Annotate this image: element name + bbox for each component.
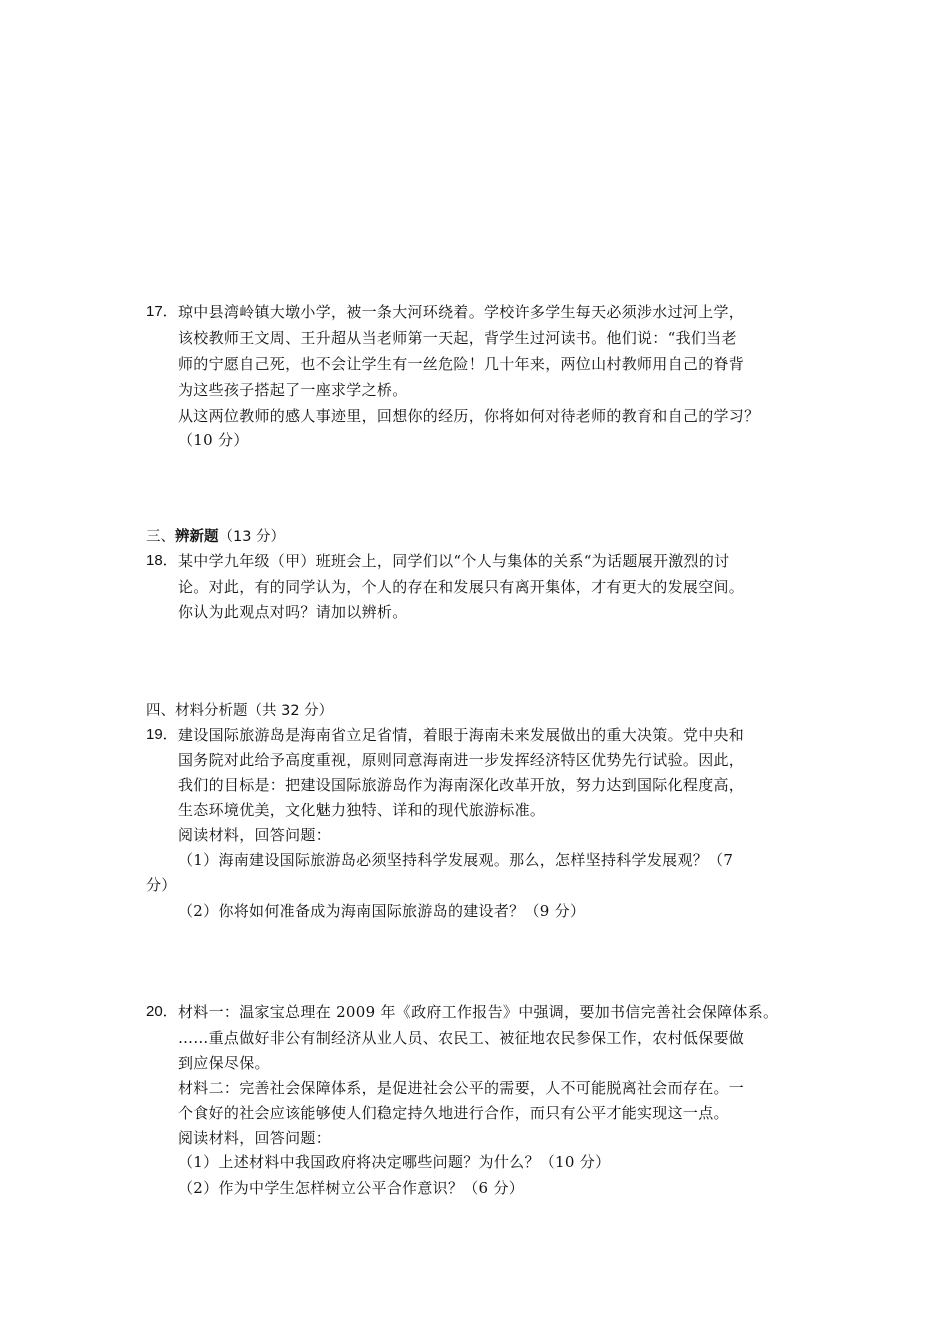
sub-question-1: （1）海南建设国际旅游岛必须坚持科学发展观。那么，怎样坚持科学发展观？（7 <box>178 851 734 869</box>
question-text-line: 师的宁愿自己死，也不会让学生有一丝危险！几十年来，两位山村教师用自己的脊背 <box>178 355 745 373</box>
question-text-line: 某中学九年级（甲）班班会上，同学们以“个人与集体的关系“为话题展开激烈的讨 <box>178 552 730 570</box>
question-text-line: 材料二：完善社会保障体系，是促进社会公平的需要，人不可能脱离社会而存在。一 <box>178 1079 745 1097</box>
question-text-line: 为这些孩子搭起了一座求学之桥。 <box>178 381 408 399</box>
question-text-line: 阅读材料，回答问题： <box>178 826 332 844</box>
sub-question-1-continued: 分） <box>146 876 177 894</box>
question-text-line: 国务院对此给予高度重视，原则同意海南进一步发挥经济特区优势先行试验。因此， <box>178 751 745 769</box>
question-text-line: 生态环境优美，文化魅力独特、详和的现代旅游标准。 <box>178 801 546 819</box>
question-text-line: 从这两位教师的感人事迹里，回想你的经历，你将如何对待老师的教育和自己的学习？ <box>178 407 760 425</box>
question-text-line: 该校教师王文周、王升超从当老师第一天起，背学生过河读书。他们说：“我们当老 <box>178 329 737 347</box>
question-text-line: 我们的目标是：把建设国际旅游岛作为海南深化改革开放，努力达到国际化程度高， <box>178 776 745 794</box>
sub-question-2: （2）你将如何准备成为海南国际旅游岛的建设者？（9 分） <box>178 902 586 920</box>
question-number: 17． <box>146 303 178 320</box>
question-text-line: ……重点做好非公有制经济从业人员、农民工、被征地农民参保工作，农村低保要做 <box>178 1029 745 1047</box>
question-number: 19． <box>146 726 178 743</box>
section-title: 辨新题 <box>175 529 219 545</box>
sub-question-1: （1）上述材料中我国政府将决定哪些问题？为什么？（10 分） <box>178 1153 611 1171</box>
question-text-line: 个食好的社会应该能够使人们稳定持久地进行合作，而只有公平才能实现这一点。 <box>178 1104 729 1122</box>
section-label: 三、 <box>146 529 175 545</box>
sub-question-2: （2）作为中学生怎样树立公平合作意识？（6 分） <box>178 1179 525 1197</box>
section-4-heading: 四、材料分析题（共 32 分） <box>146 703 334 719</box>
question-text-line: 到应保尽保。 <box>178 1054 270 1072</box>
question-number: 20． <box>146 1003 178 1020</box>
question-text-line: 你认为此观点对吗？请加以辨析。 <box>178 603 408 621</box>
question-text-line: 阅读材料，回答问题： <box>178 1129 332 1147</box>
section-score: （13 分） <box>218 529 286 545</box>
question-number: 18． <box>146 552 178 569</box>
question-text-line: 论。对此，有的同学认为，个人的存在和发展只有离开集体，才有更大的发展空间。 <box>178 578 745 596</box>
question-score: （10 分） <box>178 431 249 449</box>
question-text-line: 建设国际旅游岛是海南省立足省情，着眼于海南未来发展做出的重大决策。党中央和 <box>178 726 745 744</box>
question-text-line: 琼中县湾岭镇大墩小学，被一条大河环绕着。学校许多学生每天必须涉水过河上学， <box>178 303 745 321</box>
section-3-heading <box>146 527 285 547</box>
question-text-line: 材料一：温家宝总理在 2009 年《政府工作报告》中强调，要加书信完善社会保障体系。 <box>178 1003 779 1021</box>
